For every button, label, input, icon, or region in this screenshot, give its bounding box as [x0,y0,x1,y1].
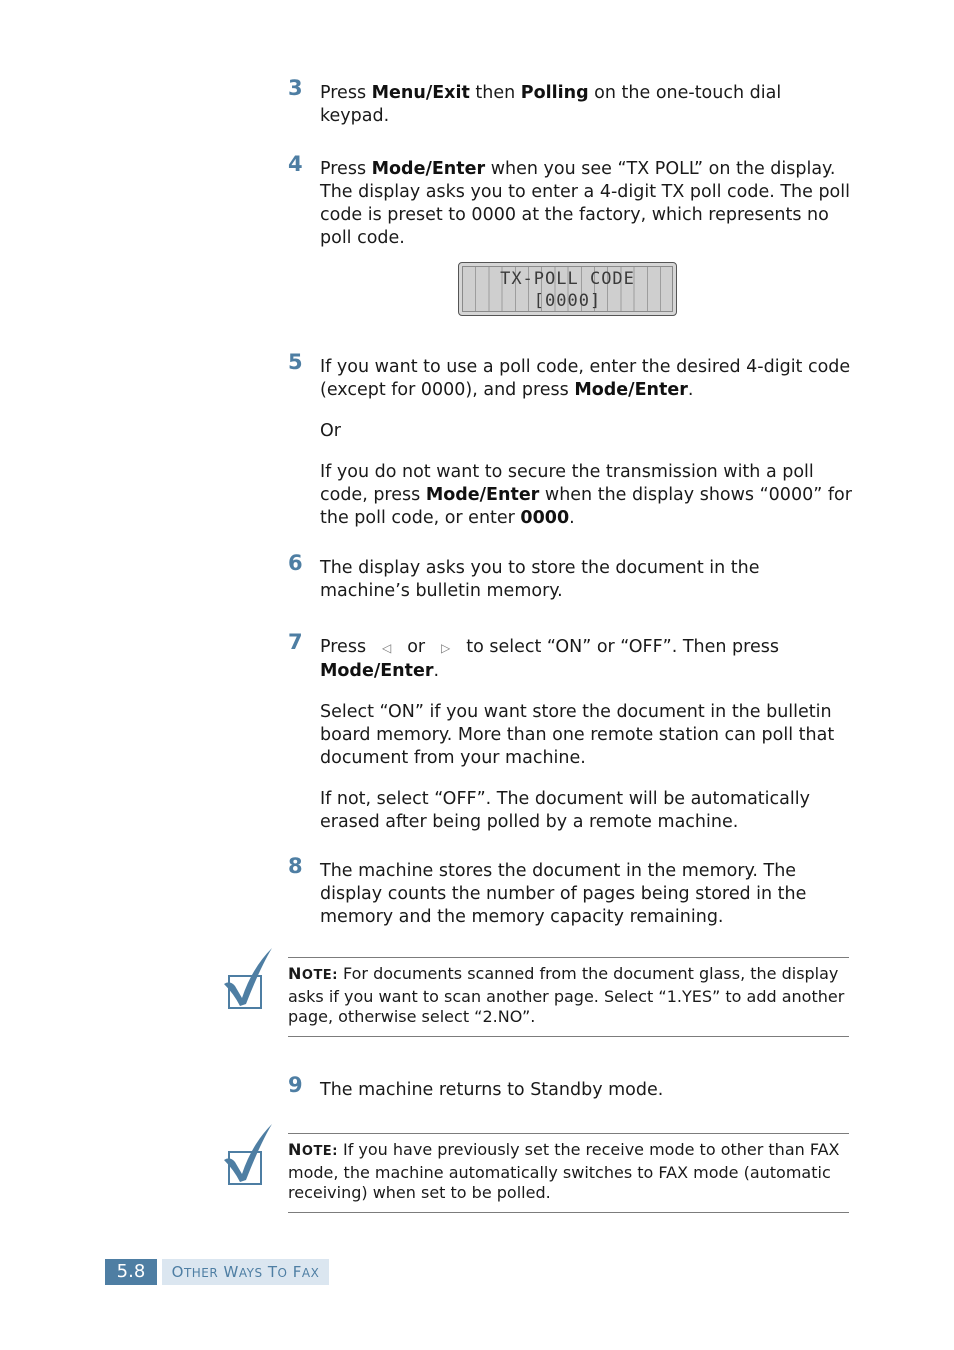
key-mode-enter: Mode/Enter [320,661,434,681]
step-number: 8 [288,854,303,878]
checkmark-note-icon [222,946,276,1010]
page-number: 5.8 [105,1259,157,1285]
key-mode-enter: Mode/Enter [425,485,540,505]
step-3 [288,76,853,128]
title-rest: O [277,1266,288,1280]
step-text [320,356,853,530]
right-arrow-icon: ▷ [441,641,451,655]
title-letter: F [292,1263,302,1281]
step-number: 3 [288,76,303,100]
text-run: Press [320,637,372,657]
title-rest: AYS [238,1266,263,1280]
left-arrow-icon: ◁ [382,641,392,655]
note-text: For documents scanned from the document glass, the display asks if you want to scan another page. Select “1.YES” to add another page, otherwise select “2.NO”. [288,964,845,1026]
lcd-display [458,262,677,316]
note-box [288,1133,849,1213]
lcd-line-1: TX-POLL CODE [500,269,635,289]
note-box [288,957,849,1037]
text-run: The machine stores the document in the memory. The display counts the number of pages being stored in the memory and the memory capacity remaining. [320,861,807,927]
note-label-first: N [288,1140,302,1159]
text-run: . [433,661,440,681]
paragraph: If not, select “OFF”. The document will be automatically erased after being polled by a remote machine. [320,789,810,832]
step-8 [288,854,853,929]
text-run: when the display shows “0000” for the poll code, or enter [320,485,852,528]
key-menu-exit: Menu/Exit [371,83,470,103]
title-rest: THER [183,1266,219,1280]
text-run: or [401,637,431,657]
note-label-first: N [288,964,302,983]
text-run: Press [320,159,372,179]
code-0000: 0000 [520,508,570,528]
text-run: to select “ON” or “OFF”. Then press [460,637,779,657]
step-number: 7 [288,630,303,654]
title-rest: AX [301,1266,320,1280]
lcd-screen [462,266,673,312]
step-text [320,860,853,929]
text-run: then [469,83,521,103]
step-text [320,636,853,834]
step-9 [288,1073,853,1102]
step-number: 4 [288,152,303,176]
step-number: 6 [288,551,303,575]
note-text: If you have previously set the receive mode to other than FAX mode, the machine automatically switches to FAX mode (automatic receiving) when set to be polled. [288,1140,840,1202]
step-text [320,158,853,250]
note-label-rest: OTE: [301,968,338,983]
text-run: . [569,508,575,528]
step-5 [288,350,853,530]
step-4 [288,152,853,250]
key-mode-enter: Mode/Enter [371,159,486,179]
step-6 [288,551,853,603]
key-polling: Polling [520,83,589,103]
text-run: Press [320,83,372,103]
lcd-line-2: [0000] [533,291,602,311]
text-run: If you do not want to secure the transmission with a poll code, press [320,462,814,505]
text-run: on the one-touch dial keypad. [320,83,782,126]
step-number: 5 [288,350,303,374]
or-text: Or [320,421,341,441]
step-text [320,82,853,128]
text-run: when you see “TX POLL” on the display. The display asks you to enter a 4-digit TX poll code. The poll code is preset to 0000 at the factory, which represents no poll code. [320,159,850,248]
paragraph: Select “ON” if you want store the document in the bulletin board memory. More than one remote station can poll that document from your machine. [320,702,835,768]
key-mode-enter: Mode/Enter [574,380,688,400]
title-letter: T [267,1263,278,1281]
chapter-title [162,1259,329,1285]
text-run: The machine returns to Standby mode. [320,1080,664,1100]
step-7 [288,630,853,834]
step-text [320,557,853,603]
title-letter: W [223,1263,239,1281]
note-label-rest: OTE: [301,1144,338,1159]
step-number: 9 [288,1073,303,1097]
note-label [288,964,338,983]
text-run: The display asks you to store the document in the machine’s bulletin memory. [320,558,760,601]
step-text [320,1079,853,1102]
title-letter: O [171,1263,184,1281]
text-run: . [687,380,694,400]
text-run: If you want to use a poll code, enter the desired 4-digit code (except for 0000), and press [320,357,851,400]
checkmark-note-icon [222,1122,276,1186]
note-label [288,1140,338,1159]
